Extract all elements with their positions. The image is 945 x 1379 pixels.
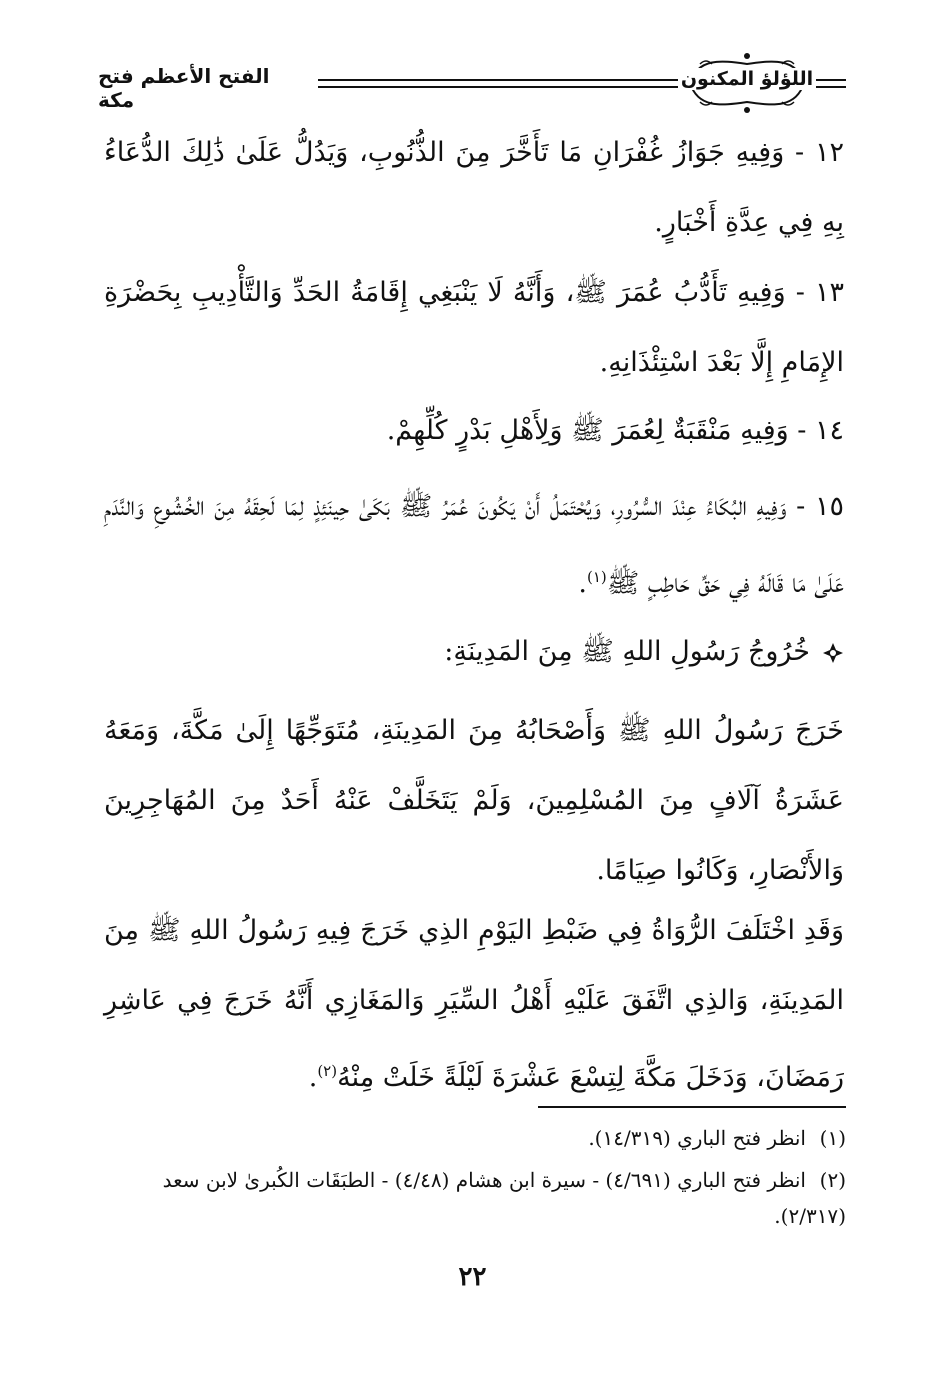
point-13: ١٣ - وَفِيهِ تَأَدُّبُ عُمَرَ ﷺ، وَأَنَّهُ لَا يَنْبَغِي إِقَامَةُ الحَدِّ وَالتَّأْدِيبِ بِحَضْرَةِ الإِمَامِ إِلَّا بَعْدَ اسْتِئْذَانِهِ. (104, 277, 844, 378)
point-12: ١٢ - وَفِيهِ جَوَازُ غُفْرَانِ مَا تَأَخَّرَ مِنَ الذُّنُوبِ، وَيَدُلُّ عَلَىٰ ذَٰلِكَ الدُّعَاءُ بِهِ فِي عِدَّةِ أَخْبَارٍ. (104, 137, 844, 238)
footnote-text: انظر فتح الباري (١٤/٣١٩). (588, 1126, 806, 1150)
point-15-text: ١٥ - وَفِيهِ البُكَاءُ عِنْدَ السُّرُورِ، وَيُحْتَمَلُ أَنْ يَكُونَ عُمَرُ ﷺ بَكَىٰ حِينَئِذٍ لِمَا لَحِقَهُ مِنَ الخُشُوعِ وَالنَّدَمِ عَلَىٰ مَا قَالَهُ فِي حَقِّ حَاطِبٍ ﷺ (104, 491, 844, 599)
footnote-separator (538, 1106, 846, 1108)
section-paragraph-1: خَرَجَ رَسُولُ اللهِ ﷺ وَأَصْحَابُهُ مِنَ المَدِينَةِ، مُتَوَجِّهًا إِلَىٰ مَكَّةَ، وَمَعَهُ عَشَرَةُ آلَافٍ مِنَ المُسْلِمِينَ، وَلَمْ يَتَخَلَّفْ عَنْهُ أَحَدٌ مِنَ المُهَاجِرِينَ وَالأَنْصَارِ، وَكَانُوا صِيَامًا. (104, 715, 844, 886)
footnote-number: (٢) (819, 1168, 846, 1192)
point-15 (104, 472, 844, 619)
page-number: ٢٢ (458, 1262, 487, 1292)
section-paragraph-2-end: . (308, 1062, 318, 1093)
point-15-end: . (578, 568, 587, 599)
header-double-rule (318, 79, 678, 88)
section-paragraph-2 (104, 896, 844, 1113)
flower-bullet-icon (822, 642, 844, 664)
section-paragraph-2-text: وَقَدِ اخْتَلَفَ الرُّوَاةُ فِي ضَبْطِ اليَوْمِ الذِي خَرَجَ فِيهِ رَسُولُ اللهِ ﷺ مِنَ المَدِينَةِ، وَالذِي اتَّفَقَ عَلَيْهِ أَهْلُ السِّيَرِ وَالمَغَازِي أَنَّهُ خَرَجَ فِي عَاشِرِ رَمَضَانَ، وَدَخَلَ مَكَّةَ لِتِسْعَ عَشْرَةَ لَيْلَةً خَلَتْ مِنْهُ (104, 915, 844, 1093)
running-header (98, 48, 846, 118)
book-title: اللؤلؤ المكنون (680, 68, 814, 90)
chapter-title: الفتح الأعظم فتح مكة (98, 64, 270, 112)
section-heading-text: خُرُوجُ رَسُولِ اللهِ ﷺ مِنَ المَدِينَةِ: (444, 636, 810, 667)
header-double-rule-right (816, 79, 846, 88)
footnote-marker-1: (١) (586, 568, 607, 586)
book-title-ornament (680, 50, 814, 116)
point-14: ١٤ - وَفِيهِ مَنْقَبَةٌ لِعُمَرَ ﷺ وَلِأَهْلِ بَدْرٍ كُلِّهِمْ. (386, 415, 844, 446)
footnote-text: انظر فتح الباري (٤/٦٩١) - سيرة ابن هشام (٤/٤٨) - الطبَقَات الكُبرىٰ لابن سعد (٢/٣١٧). (162, 1168, 846, 1228)
section-heading (104, 624, 844, 680)
footnote-marker-2: (٢) (317, 1062, 338, 1080)
footnote-2 (104, 1162, 846, 1234)
footnote-number: (١) (819, 1126, 846, 1150)
footnote-1 (104, 1120, 846, 1156)
